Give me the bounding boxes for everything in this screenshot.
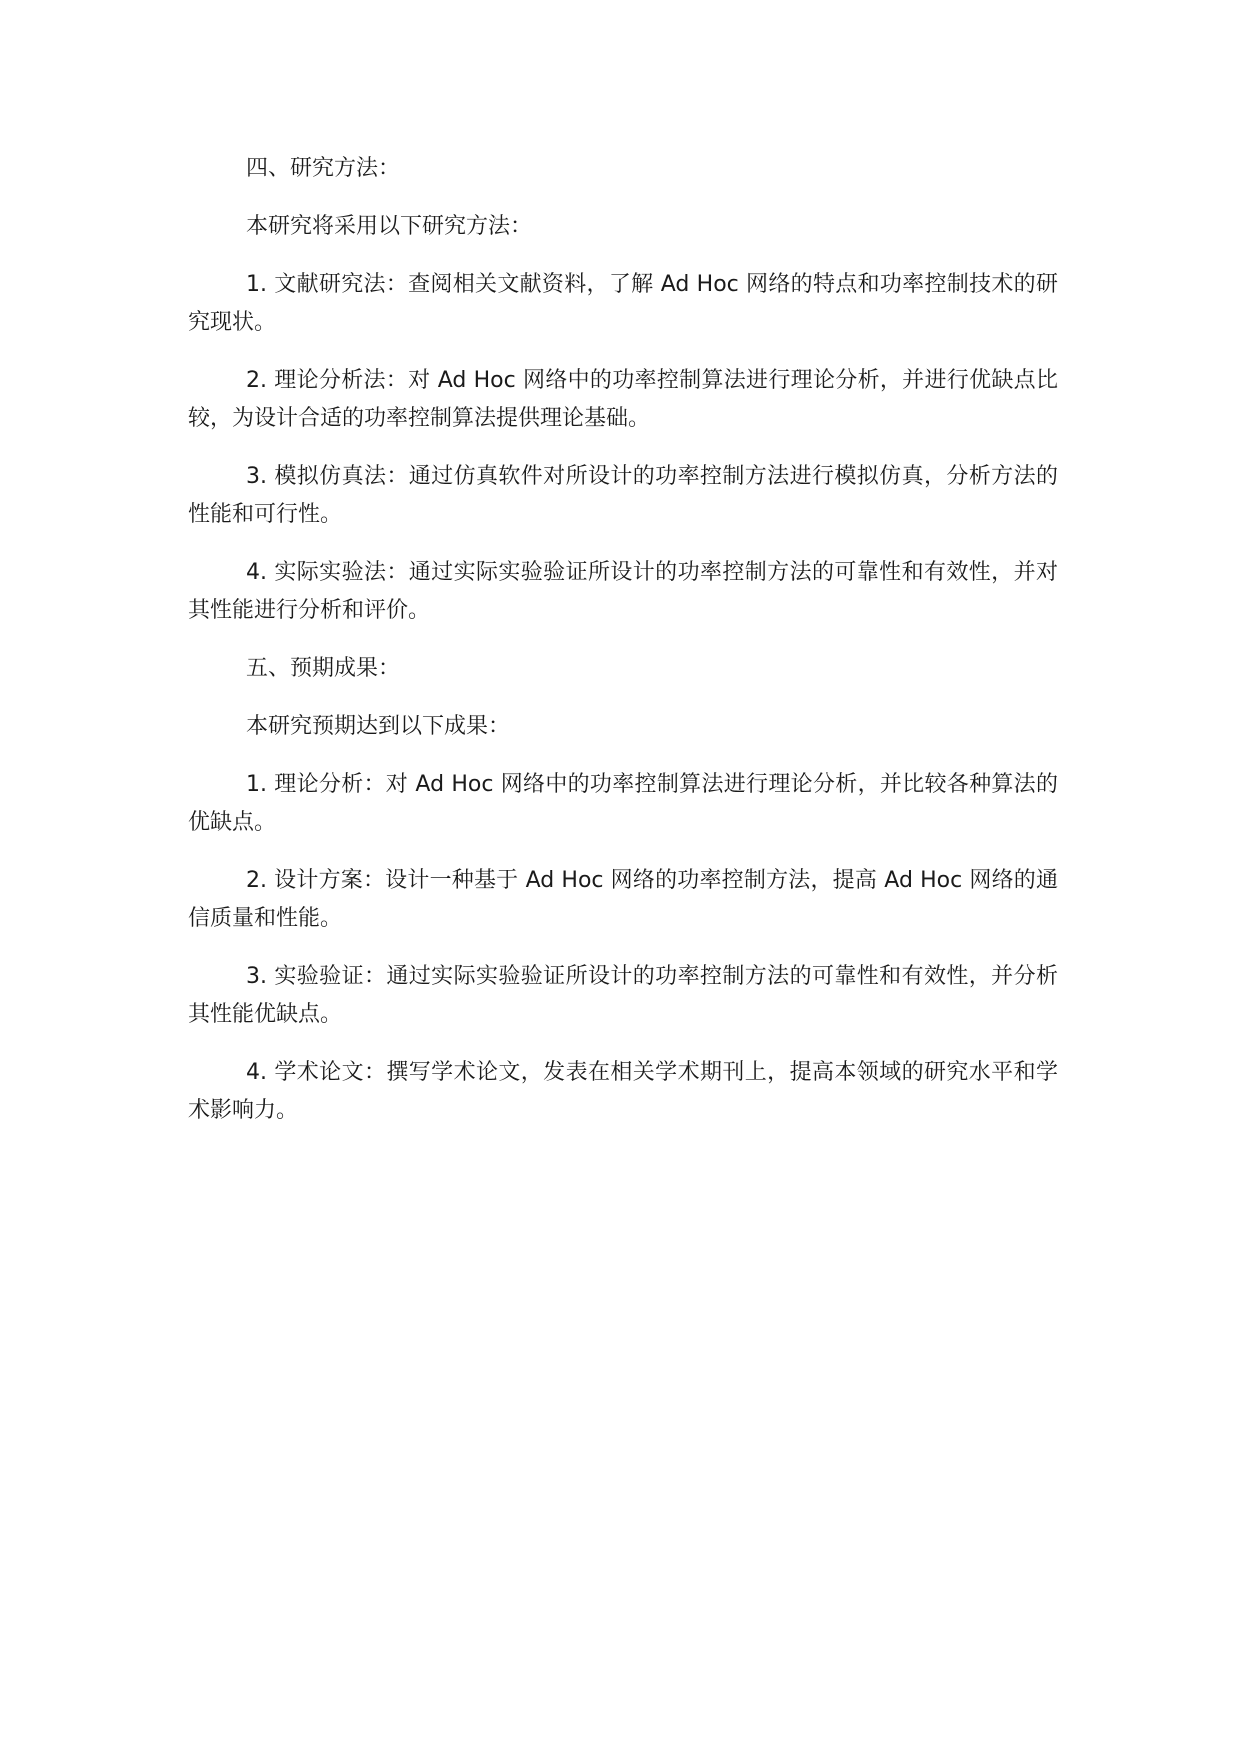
method-item-literature: 1. 文献研究法：查阅相关文献资料，了解 Ad Hoc 网络的特点和功率控制技术的研究现状。 [188,272,1058,335]
method-item-theory: 2. 理论分析法：对 Ad Hoc 网络中的功率控制算法进行理论分析，并进行优缺点比较，为设计合适的功率控制算法提供理论基础。 [188,368,1058,431]
result-item-paper: 4. 学术论文：撰写学术论文，发表在相关学术期刊上，提高本领域的研究水平和学术影响力。 [188,1060,1058,1123]
result-item-theory: 1. 理论分析：对 Ad Hoc 网络中的功率控制算法进行理论分析，并比较各种算法的优缺点。 [188,772,1058,835]
result-item-design: 2. 设计方案：设计一种基于 Ad Hoc 网络的功率控制方法，提高 Ad Hoc 网络的通信质量和性能。 [188,868,1058,931]
section-heading-research-methods: 四、研究方法： [246,156,401,181]
document-page [188,150,1058,1150]
section-intro-research-methods: 本研究将采用以下研究方法： [246,214,533,239]
section-heading-expected-results: 五、预期成果： [246,656,401,681]
section-intro-expected-results: 本研究预期达到以下成果： [246,714,511,739]
method-item-simulation: 3. 模拟仿真法：通过仿真软件对所设计的功率控制方法进行模拟仿真，分析方法的性能和可行性。 [188,464,1058,527]
result-item-validation: 3. 实验验证：通过实际实验验证所设计的功率控制方法的可靠性和有效性，并分析其性能优缺点。 [188,964,1058,1027]
method-item-experiment: 4. 实际实验法：通过实际实验验证所设计的功率控制方法的可靠性和有效性，并对其性能进行分析和评价。 [188,560,1058,623]
